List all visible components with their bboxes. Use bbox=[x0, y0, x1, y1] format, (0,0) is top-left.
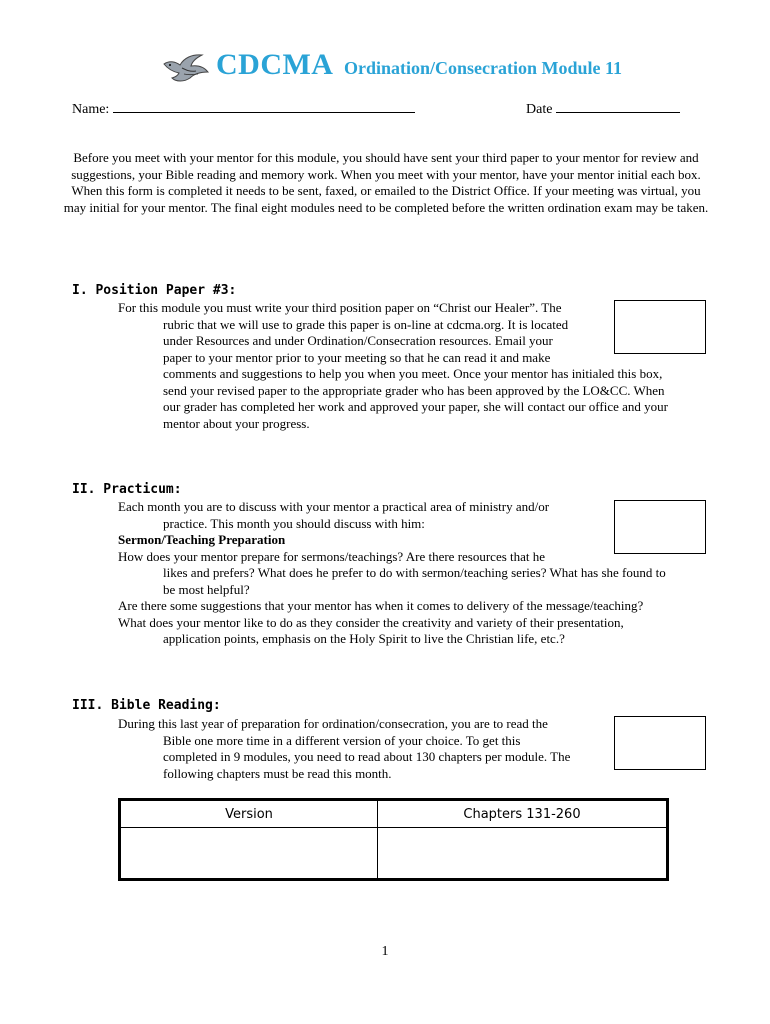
section-heading-bible-reading: III. Bible Reading: bbox=[72, 698, 221, 713]
text-line: Bible one more time in a different version of your choice. To get this bbox=[163, 732, 521, 748]
text-line: completed in 9 modules, you need to read about 130 chapters per module. The bbox=[163, 749, 571, 764]
bible-table bbox=[121, 801, 666, 878]
text-line: application points, emphasis on the Holy Spirit to live the Christian life, etc.? bbox=[163, 631, 565, 646]
text-line: What does your mentor like to do as they consider the creativity and variety of their presentation, bbox=[118, 614, 624, 630]
dove-logo-icon bbox=[162, 52, 210, 84]
table-row bbox=[121, 828, 666, 879]
date-label: Date bbox=[526, 102, 553, 117]
mentor-initial-box-bible-reading[interactable] bbox=[614, 716, 706, 770]
name-label: Name: bbox=[72, 102, 110, 117]
date-field[interactable] bbox=[526, 100, 680, 118]
text-line: During this last year of preparation for ordination/consecration, you are to read the bbox=[118, 716, 548, 731]
text-line: our grader has completed her work and approved your paper, she will contact our office and your bbox=[163, 399, 668, 414]
page-number: 1 bbox=[381, 944, 389, 959]
intro-paragraph: Before you meet with your mentor for this module, you should have sent your third paper to your mentor for review and suggestions, your Bible reading and memory work. When you meet with your mentor, have your mentor initial each box. When this form is completed it needs to be sent, faxed, or emailed to the District Office. If your meeting was virtual, you may initial for your mentor. The final eight modules need to be completed before the written ordination exam may be taken. bbox=[63, 150, 709, 215]
text-line: under Resources and under Ordination/Consecration resources. Email your bbox=[163, 333, 553, 348]
practicum-subheading: Sermon/Teaching Preparation bbox=[118, 532, 286, 547]
text-line: send your revised paper to the appropriate grader who has been approved by the LO&CC. When bbox=[163, 382, 665, 398]
text-line: Each month you are to discuss with your mentor a practical area of ministry and/or bbox=[118, 499, 550, 514]
version-cell[interactable] bbox=[121, 828, 378, 879]
page-header bbox=[0, 48, 770, 88]
text-line: likes and prefers? What does he prefer to do with sermon/teaching series? What has she found to bbox=[163, 565, 666, 580]
table-header-row bbox=[121, 801, 666, 828]
text-line: comments and suggestions to help you when you meet. Once your mentor has initialed this box, bbox=[163, 366, 663, 381]
table-header-version: Version bbox=[121, 801, 378, 828]
name-field[interactable] bbox=[72, 100, 415, 118]
text-line: Are there some suggestions that your mentor has when it comes to delivery of the message/teaching? bbox=[118, 598, 644, 613]
text-line: following chapters must be read this month. bbox=[163, 765, 392, 781]
name-line[interactable] bbox=[113, 100, 415, 113]
chapters-cell[interactable] bbox=[378, 828, 667, 879]
date-line[interactable] bbox=[556, 100, 680, 113]
section-heading-position-paper: I. Position Paper #3: bbox=[72, 283, 237, 298]
section-heading-practicum: II. Practicum: bbox=[72, 482, 182, 497]
text-line: mentor about your progress. bbox=[163, 415, 310, 431]
mentor-initial-box-position-paper[interactable] bbox=[614, 300, 706, 354]
text-line: How does your mentor prepare for sermons/teachings? Are there resources that he bbox=[118, 548, 546, 564]
text-line: practice. This month you should discuss with him: bbox=[163, 515, 425, 531]
text-line: paper to your mentor prior to your meeting so that he can read it and make bbox=[163, 349, 551, 365]
text-line: For this module you must write your third position paper on “Christ our Healer”. The bbox=[118, 300, 562, 315]
bible-reading-table bbox=[118, 798, 669, 881]
text-line: rubric that we will use to grade this paper is on-line at cdcma.org. It is located bbox=[163, 316, 569, 332]
text-line: be most helpful? bbox=[163, 581, 250, 597]
module-title: Ordination/Consecration Module 11 bbox=[344, 58, 623, 78]
brand-name: CDCMA bbox=[216, 48, 334, 81]
table-header-chapters: Chapters 131-260 bbox=[378, 801, 667, 828]
mentor-initial-box-practicum[interactable] bbox=[614, 500, 706, 554]
